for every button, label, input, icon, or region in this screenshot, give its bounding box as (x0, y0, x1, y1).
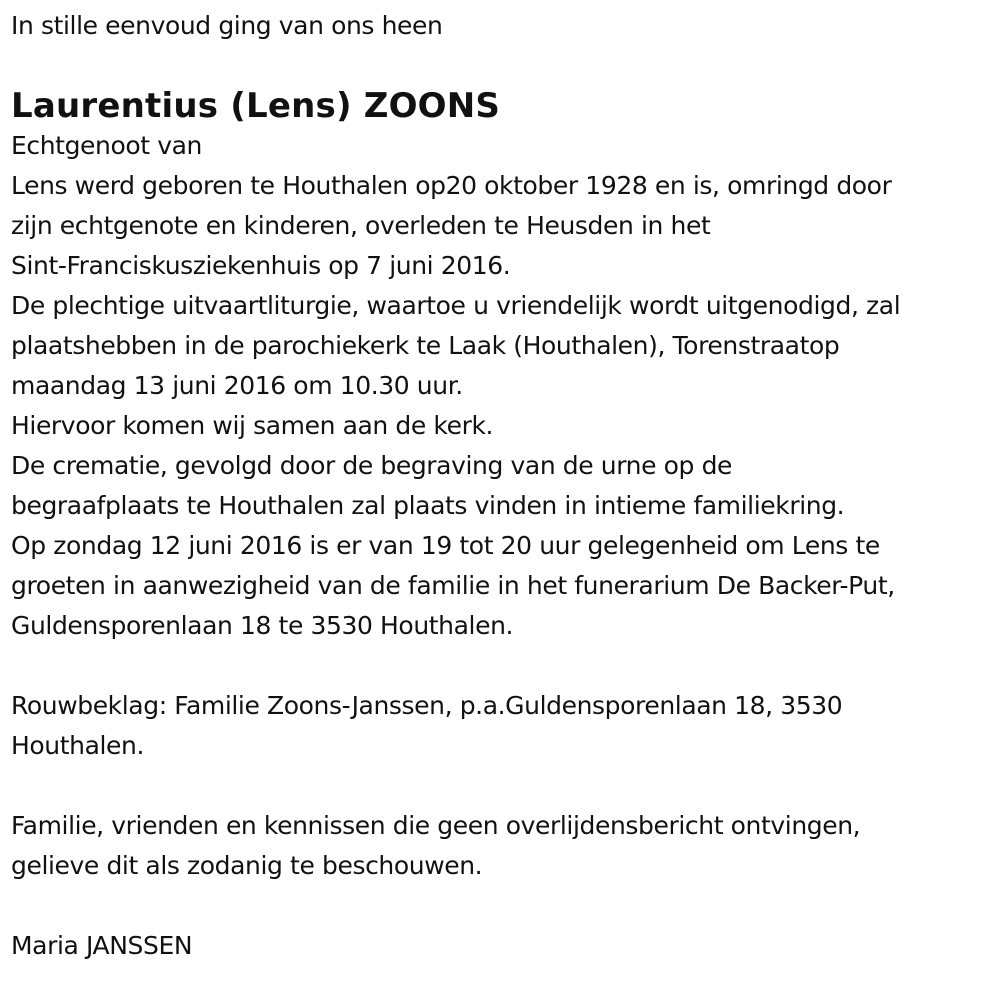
spacer (11, 646, 996, 686)
body-line: Op zondag 12 juni 2016 is er van 19 tot 20 uur gelegenheid om Lens te (11, 531, 880, 560)
signature: Maria JANSSEN (11, 931, 193, 960)
spouse-label: Echtgenoot van (11, 131, 202, 160)
body-line: begraafplaats te Houthalen zal plaats vinden in intieme familiekring. (11, 491, 845, 520)
body-line: De plechtige uitvaartliturgie, waartoe u vriendelijk wordt uitgenodigd, zal (11, 291, 901, 320)
condolence-line: Rouwbeklag: Familie Zoons-Janssen, p.a.Guldensporenlaan 18, 3530 (11, 691, 843, 720)
spacer (11, 886, 996, 926)
condolence-line: Houthalen. (11, 731, 145, 760)
notice-line: gelieve dit als zodanig te beschouwen. (11, 851, 483, 880)
body-line: maandag 13 juni 2016 om 10.30 uur. (11, 371, 463, 400)
notice-paragraph (11, 806, 996, 886)
notice-line: Familie, vrienden en kennissen die geen overlijdensbericht ontvingen, (11, 811, 861, 840)
deceased-name: Laurentius (Lens) ZOONS (11, 86, 501, 126)
body-paragraph (11, 166, 996, 646)
body-line: groeten in aanwezigheid van de familie in het funerarium De Backer-Put, (11, 571, 895, 600)
body-line: plaatshebben in de parochiekerk te Laak (Houthalen), Torenstraatop (11, 331, 840, 360)
body-line: Guldensporenlaan 18 te 3530 Houthalen. (11, 611, 514, 640)
spacer (11, 766, 996, 806)
body-line: Hiervoor komen wij samen aan de kerk. (11, 411, 494, 440)
obituary-notice (11, 0, 996, 966)
condolence-paragraph (11, 686, 996, 766)
intro-text: In stille eenvoud ging van ons heen (11, 11, 443, 40)
body-line: zijn echtgenote en kinderen, overleden te Heusden in het (11, 211, 711, 240)
body-line: Lens werd geboren te Houthalen op20 oktober 1928 en is, omringd door (11, 171, 892, 200)
body-line: Sint-Franciskusziekenhuis op 7 juni 2016. (11, 251, 511, 280)
body-line: De crematie, gevolgd door de begraving van de urne op de (11, 451, 733, 480)
